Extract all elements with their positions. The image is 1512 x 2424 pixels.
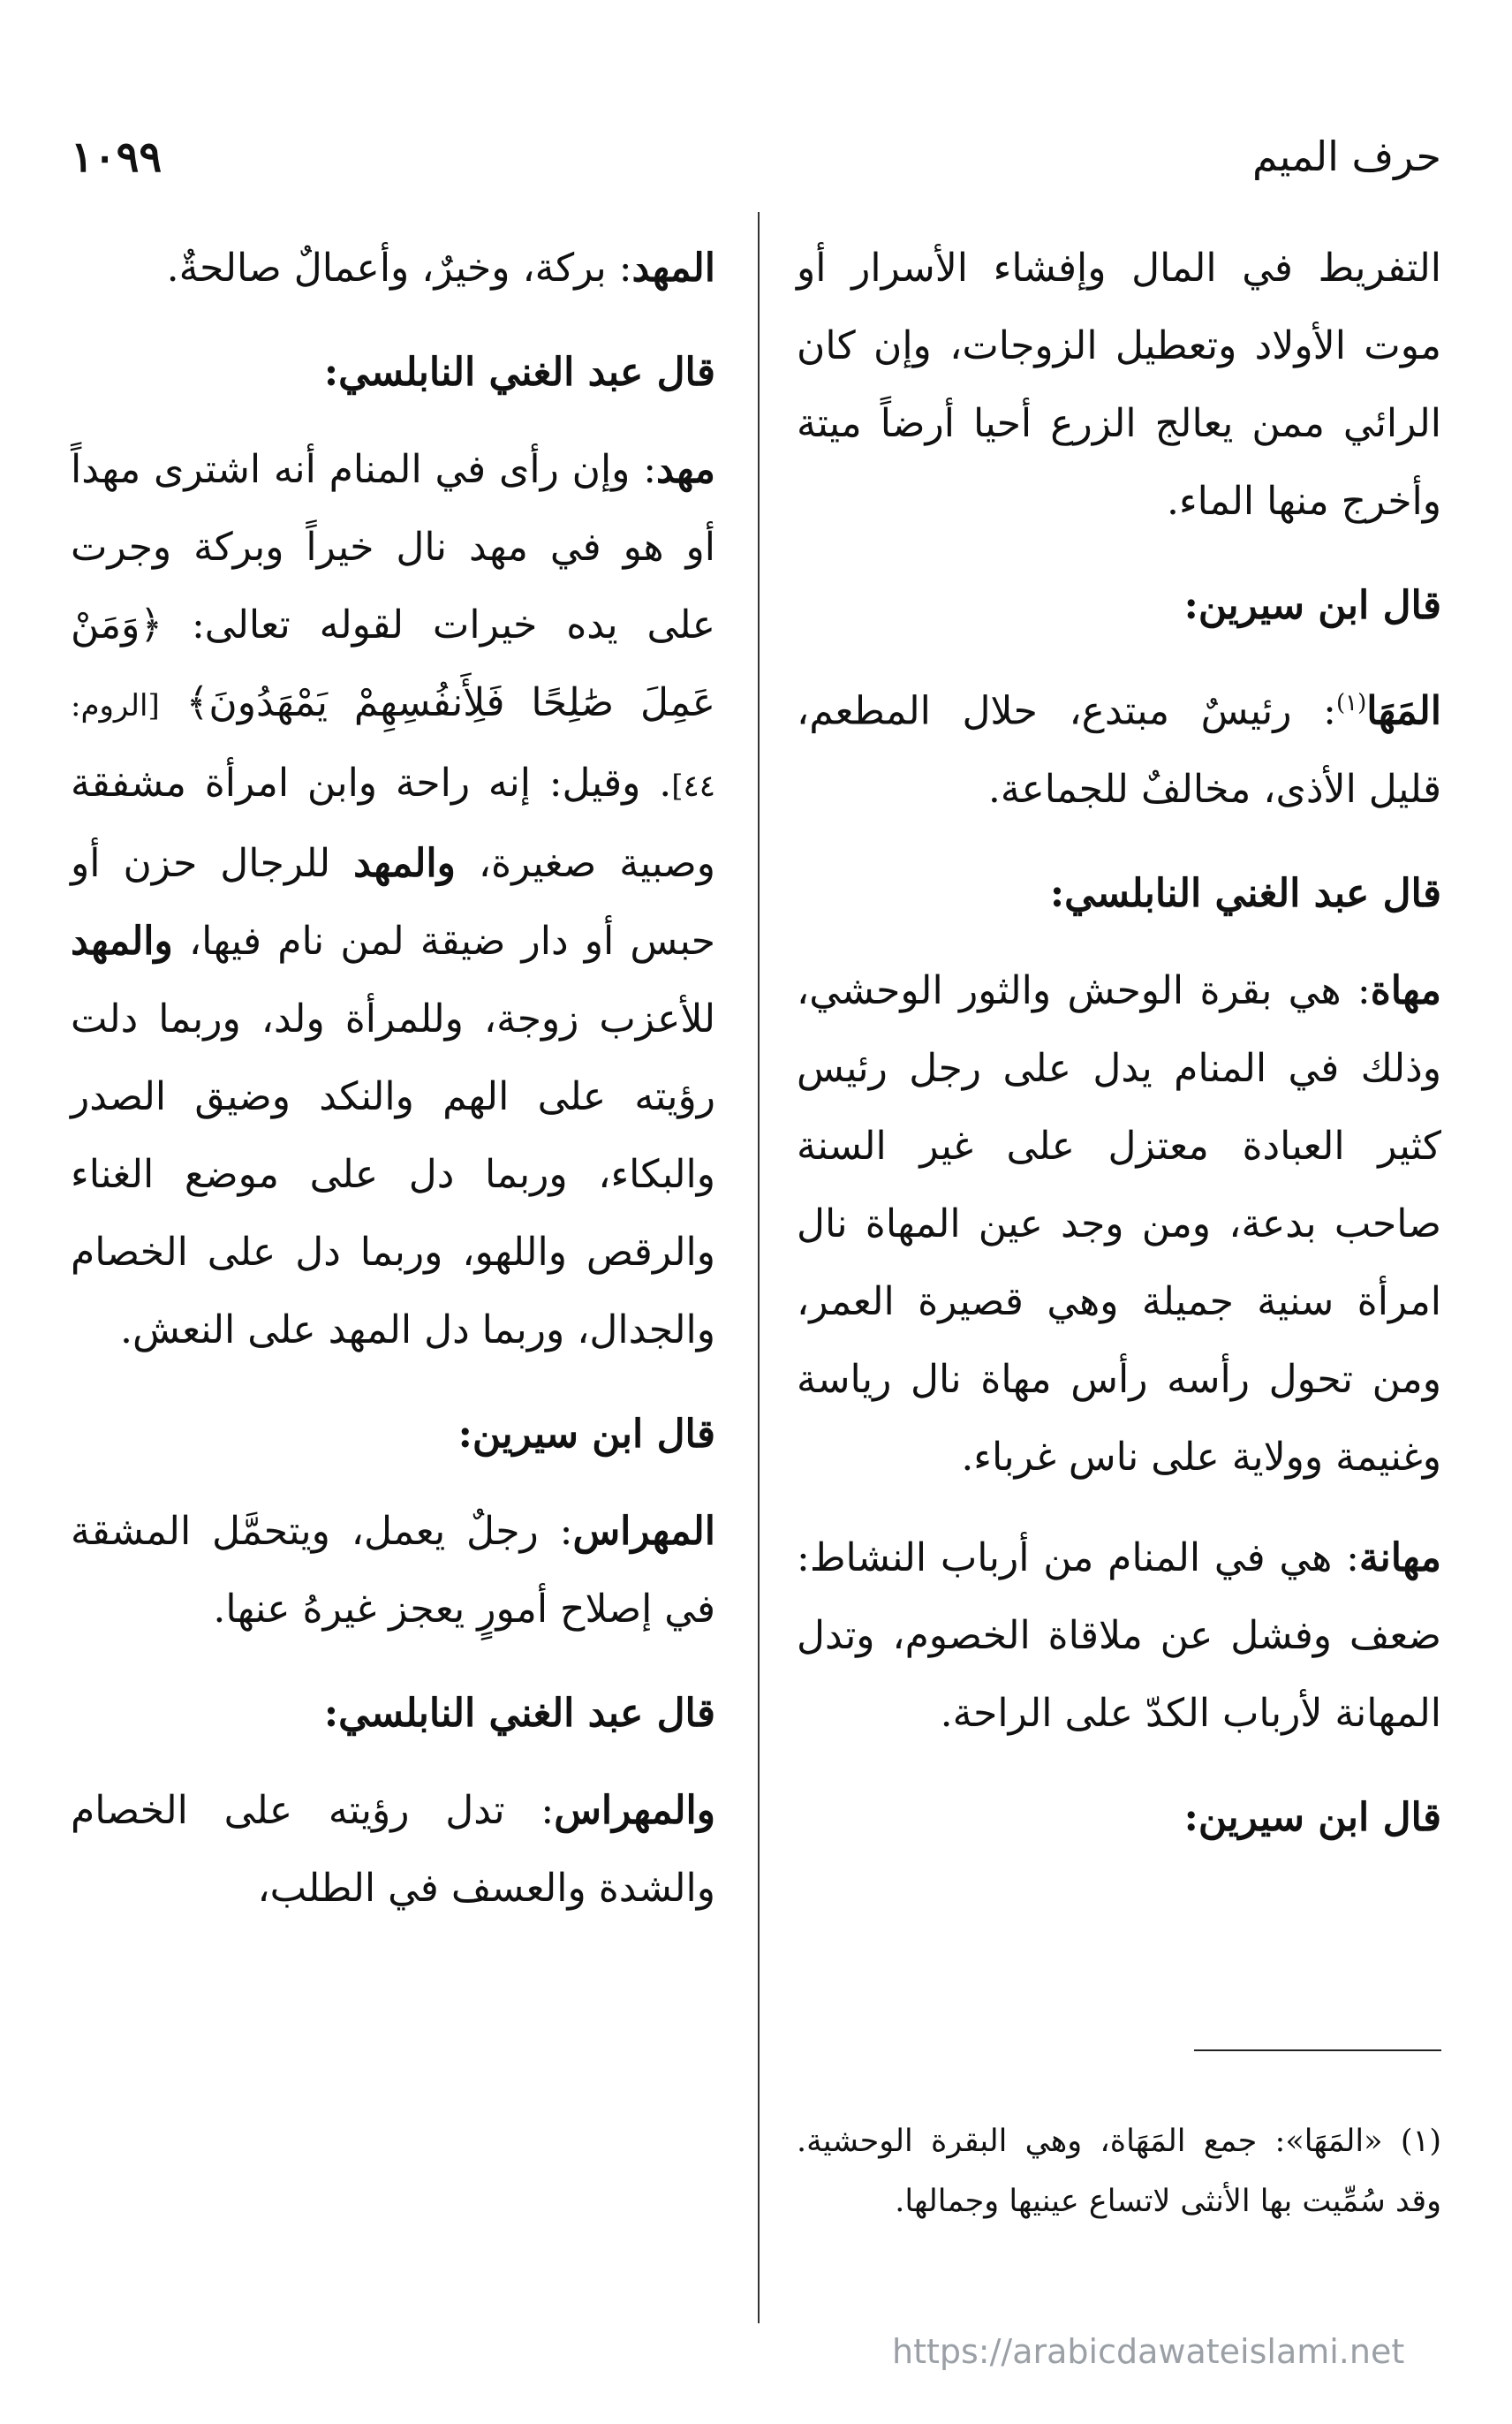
entry-term: المَهَا <box>1366 688 1441 734</box>
section-heading: قال عبد الغني النابلسي: <box>323 1691 715 1736</box>
paragraph: التفريط في المال وإفشاء الأسرار أو موت الأولاد وتعطيل الزوجات، وإن كان الرائي ممن يعالج الزرع أحيا أرضاً ميتة وأخرج منها الماء. <box>797 246 1441 524</box>
footnote <box>797 2111 1441 2231</box>
footnote-text: «المَهَا»: جمع المَهَاة، وهي البقرة الوحشية. وقد سُمِّيت بها الأنثى لاتساع عينيها وجمالها. <box>797 2124 1441 2219</box>
entry-term: مهد <box>656 447 715 492</box>
section-heading: قال ابن سيرين: <box>1183 583 1441 628</box>
column-divider <box>758 212 760 2323</box>
entry-mihras: المهراس: رجلٌ يعمل، ويتحمَّل المشقة في إصلاح أمورٍ يعجز غيرهُ عنها. <box>71 1509 715 1632</box>
page-header <box>62 133 1441 203</box>
entry-term: والمهد <box>71 919 173 964</box>
entry-mahd-nabulsi: مهد: وإن رأى في المنام أنه اشترى مهداً أو هو في مهد نال خيراً وبركة وجرت على يده خيرات لقوله تعالى: ﴿وَمَنْ عَمِلَ صَٰلِحًا فَلِأَنفُسِهِمْ يَمْهَدُونَ﴾ [الروم: ٤٤]. وقيل: إنه راحة وابن امرأة مشفقة وصبية صغيرة، والمهد للرجال حزن أو حبس أو دار ضيقة لمن نام فيها، والمهد للأعزب زوجة، وللمرأة ولد، وربما دلت رؤيته على الهم والنكد وضيق الصدر والبكاء، وربما دل على موضع الغناء والرقص واللهو، وربما دل على الخصام والجدال، وربما دل المهد على النعش. <box>71 447 716 1352</box>
left-column <box>71 230 715 1951</box>
entry-mahat: مهاة: هي بقرة الوحش والثور الوحشي، وذلك في المنام يدل على رجل رئيس كثير العبادة معتزل على غير السنة صاحب بدعة، ومن وجد عين المهاة نال امرأة سنية جميلة وهي قصيرة العمر، ومن تحول رأسه رأس مهاة نال رياسة وغنيمة وولاية على ناس غرباء. <box>797 967 1441 1480</box>
section-heading: قال ابن سيرين: <box>457 1412 715 1457</box>
verse-reference: [الروم: ٤٤] <box>71 688 715 804</box>
watermark-url: https://arabicdawateislami.net <box>892 2332 1405 2371</box>
entry-mihras-nabulsi: والمهراس: تدل رؤيته على الخصام والشدة والعسف في الطلب، <box>71 1788 715 1911</box>
entry-term: والمهد <box>353 841 456 886</box>
entry-mahana: مهانة: هي في المنام من أرباب النشاط: ضعف وفشل عن ملاقاة الخصوم، وتدل المهانة لأرباب الكدّ على الراحة. <box>797 1534 1441 1736</box>
footnote-separator <box>1194 2049 1441 2051</box>
entry-term: مهاة <box>1370 967 1441 1013</box>
entry-term: المهد <box>631 246 715 291</box>
entry-mahd: المهد: بركة، وخيرٌ، وأعمالٌ صالحةٌ. <box>166 246 715 291</box>
section-heading: قال عبد الغني النابلسي: <box>1049 870 1441 916</box>
entry-term: والمهراس <box>554 1788 715 1833</box>
footnote-ref[interactable]: (١) <box>1335 690 1367 716</box>
right-column <box>797 230 1441 1876</box>
footnote-marker: (١) <box>1400 2124 1441 2159</box>
entry-maha: المَهَا$^{(١)}$: رئيسٌ مبتدع، حلال المطعم، قليل الأذى، مخالفٌ للجماعة. <box>797 688 1441 812</box>
section-heading: قال عبد الغني النابلسي: <box>323 350 715 395</box>
entry-term: مهانة <box>1358 1534 1441 1580</box>
chapter-title: حرف الميم <box>1251 133 1441 180</box>
section-heading: قال ابن سيرين: <box>1183 1794 1441 1840</box>
entry-term: المهراس <box>572 1509 715 1554</box>
page-number: ١٠٩٩ <box>71 133 163 182</box>
quran-verse: ﴿وَمَنْ عَمِلَ صَٰلِحًا فَلِأَنفُسِهِمْ يَمْهَدُونَ﴾ <box>71 602 715 725</box>
